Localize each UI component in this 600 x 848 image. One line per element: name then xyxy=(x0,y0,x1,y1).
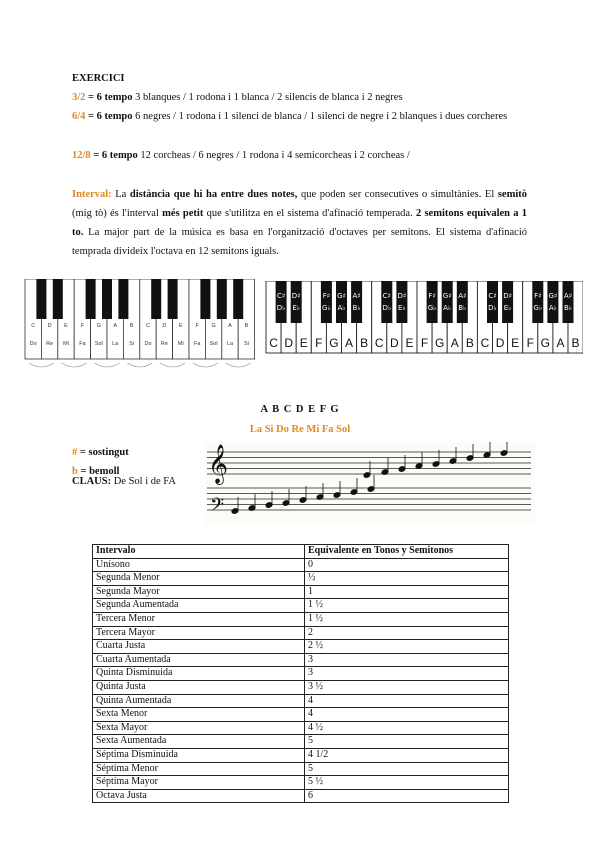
black-key xyxy=(396,281,407,323)
interval-name-cell: Segunda Mayor xyxy=(93,585,305,599)
table-row xyxy=(93,612,509,626)
black-key xyxy=(321,281,332,323)
fraction-3-2: 3/2 xyxy=(72,92,86,103)
step-bracket xyxy=(62,363,87,367)
sharp-label: C♯ xyxy=(382,292,391,300)
key-solfege-label: Re xyxy=(160,341,168,347)
black-key xyxy=(351,281,362,323)
sharp-definition: # = sostingut xyxy=(72,447,129,458)
black-key xyxy=(427,281,438,323)
table-row xyxy=(93,680,509,694)
interval-name-cell: Sexta Mayor xyxy=(93,721,305,735)
interval-value-cell: 1 ½ xyxy=(305,599,509,613)
interval-name-cell: Quinta Justa xyxy=(93,680,305,694)
black-key xyxy=(36,279,46,319)
black-key xyxy=(336,281,347,323)
key-letter-label: G xyxy=(329,336,339,350)
table-header-interval: Intervalo xyxy=(93,545,305,559)
interval-value-cell: 5 xyxy=(305,735,509,749)
interval-name-cell: Segunda Menor xyxy=(93,572,305,586)
key-letter-label: G xyxy=(540,336,551,350)
key-letter-label: C xyxy=(480,336,490,350)
black-key xyxy=(381,281,392,323)
flat-label: B♭ xyxy=(563,304,573,312)
interval-value-cell: 5 xyxy=(305,762,509,776)
sharp-label: D♯ xyxy=(503,292,512,300)
step-bracket xyxy=(193,363,218,367)
sharp-label: F♯ xyxy=(322,292,331,300)
flat-symbol: b xyxy=(72,466,78,477)
flat-label: B♭ xyxy=(458,304,467,312)
key-letter-label: C xyxy=(269,336,278,350)
flat-label: G♭ xyxy=(427,304,437,312)
interval-name-cell: Séptima Disminuida xyxy=(93,748,305,762)
key-solfege-label: Si xyxy=(129,341,135,347)
interval-name-cell: Tercera Menor xyxy=(93,612,305,626)
note-letters: A B C D E F G xyxy=(260,404,340,415)
key-letter-label: E xyxy=(178,323,183,329)
key-letter-label: G xyxy=(211,323,216,329)
table-row xyxy=(93,789,509,803)
interval-paragraph: Interval: La distància que hi ha entre dues notes, que poden ser consecutives o simultànies. El semitò (mig tò) és l'interval més petit que s'utilitza en el sistema d'afinació temperada. 2 semitons equivalen a 1 to. La major part de la música es basa en l'organització d'octaves per semitons. El sistema d'afinació temprada divideix l'octava en 12 semitons iguals. xyxy=(72,189,528,257)
table-row xyxy=(93,558,509,572)
sharp-label: F♯ xyxy=(428,292,436,300)
table-row xyxy=(93,735,509,749)
key-letter-label: C xyxy=(146,323,150,329)
key-letter-label: B xyxy=(571,336,580,350)
table-row xyxy=(93,585,509,599)
black-key xyxy=(487,281,498,323)
interval-value-cell: 2 ½ xyxy=(305,640,509,654)
key-solfege-label: Si xyxy=(243,341,249,347)
interval-value-cell: 3 xyxy=(305,653,509,667)
table-row xyxy=(93,626,509,640)
sharp-label: G♯ xyxy=(337,292,346,300)
sharp-label: A♯ xyxy=(352,292,361,300)
table-row xyxy=(93,721,509,735)
flat-label: E♭ xyxy=(503,304,512,312)
key-letter-label: C xyxy=(374,336,384,350)
black-key xyxy=(217,279,227,319)
flat-label: D♭ xyxy=(488,304,497,312)
interval-value-cell: 1 ½ xyxy=(305,612,509,626)
key-letter-label: A xyxy=(450,336,459,350)
flat-label: D♭ xyxy=(382,304,392,312)
flat-label: A♭ xyxy=(548,304,557,312)
key-solfege-label: Fa xyxy=(193,341,201,347)
interval-name-cell: Sexta Menor xyxy=(93,708,305,722)
interval-value-cell: 4 1/2 xyxy=(305,748,509,762)
interval-value-cell: 3 xyxy=(305,667,509,681)
flat-definition: b = bemoll xyxy=(72,466,120,477)
flat-label: A♭ xyxy=(443,304,452,312)
exercise-line-2: 6/4 = 6 tempo 6 negres / 1 rodona i 1 silenci de blanca / 1 silenci de negre i 2 blanques i dues corcheres xyxy=(72,111,508,122)
interval-value-cell: 2 xyxy=(305,626,509,640)
key-letter-label: D xyxy=(390,336,399,350)
interval-name-cell: Octava Justa xyxy=(93,789,305,803)
key-letter-label: B xyxy=(465,336,474,350)
interval-label: Interval: xyxy=(72,189,112,200)
step-bracket xyxy=(226,363,251,367)
exercise-line-3: 12/8 = 6 tempo 12 corcheas / 6 negres / 1 rodona i 4 semicorcheas i 2 corcheas / xyxy=(72,150,410,161)
key-letter-label: B xyxy=(129,323,134,329)
exercise-line-1: 3/2 = 6 tempo 3 blanques / 1 rodona i 1 blanca / 2 silencis de blanca i 2 negres xyxy=(72,92,403,103)
key-letter-label: G xyxy=(434,336,445,350)
key-solfege-label: Do xyxy=(29,341,37,347)
interval-value-cell: 5 ½ xyxy=(305,776,509,790)
sharp-label: D♯ xyxy=(291,292,301,300)
sharp-label: G♯ xyxy=(442,292,452,300)
interval-table xyxy=(92,544,509,803)
interval-name-cell: Sexta Aumentada xyxy=(93,735,305,749)
sharp-label: C♯ xyxy=(276,292,286,300)
key-solfege-label: Re xyxy=(46,341,54,347)
key-solfege-label: Sol xyxy=(94,341,103,347)
sharp-label: C♯ xyxy=(488,292,497,300)
flat-label: E♭ xyxy=(292,304,301,312)
fraction-6-4: 6/4 xyxy=(72,111,86,122)
interval-name-cell: Unísono xyxy=(93,558,305,572)
sharp-label: F♯ xyxy=(534,292,542,300)
flat-label: E♭ xyxy=(398,304,406,312)
black-key xyxy=(457,281,468,323)
table-row xyxy=(93,762,509,776)
key-solfege-label: Mi xyxy=(63,341,69,347)
step-bracket xyxy=(29,363,54,367)
step-bracket xyxy=(127,363,152,367)
black-key xyxy=(442,281,453,323)
black-key xyxy=(547,281,558,323)
clefs-label: CLAUS: De Sol i de FA xyxy=(72,476,176,487)
key-letter-label: C xyxy=(31,323,36,329)
step-bracket xyxy=(95,363,120,367)
table-row xyxy=(93,667,509,681)
interval-value-cell: 6 xyxy=(305,789,509,803)
interval-name-cell: Séptima Menor xyxy=(93,762,305,776)
black-key xyxy=(233,279,243,319)
key-letter-label: F xyxy=(526,336,534,350)
interval-value-cell: ½ xyxy=(305,572,509,586)
key-solfege-label: La xyxy=(226,341,234,347)
key-letter-label: F xyxy=(315,336,323,350)
black-key xyxy=(102,279,112,319)
table-row xyxy=(93,653,509,667)
key-letter-label: D xyxy=(47,323,52,329)
table-row xyxy=(93,694,509,708)
sharp-label: G♯ xyxy=(548,292,558,300)
black-key xyxy=(502,281,513,323)
key-letter-label: D xyxy=(162,323,167,329)
interval-value-cell: 4 xyxy=(305,708,509,722)
sharp-label: A♯ xyxy=(563,292,573,300)
interval-name-cell: Tercera Mayor xyxy=(93,626,305,640)
black-key xyxy=(53,279,63,319)
key-letter-label: A xyxy=(113,323,118,329)
black-key xyxy=(168,279,178,319)
interval-name-cell: Cuarta Justa xyxy=(93,640,305,654)
key-letter-label: F xyxy=(80,323,85,329)
interval-name-cell: Séptima Mayor xyxy=(93,776,305,790)
key-letter-label: E xyxy=(405,336,414,350)
key-letter-label: A xyxy=(556,336,565,350)
keyboard-solfege-image xyxy=(23,279,263,394)
black-key xyxy=(118,279,128,319)
black-key xyxy=(291,281,302,323)
interval-name-cell: Quinta Disminuida xyxy=(93,667,305,681)
table-header-row xyxy=(93,545,509,559)
key-letter-label: E xyxy=(511,336,520,350)
black-key xyxy=(151,279,161,319)
key-letter-label: D xyxy=(284,336,293,350)
treble-clef-icon: 𝄞 xyxy=(208,444,229,484)
key-solfege-label: La xyxy=(112,341,119,347)
key-solfege-label: Sol xyxy=(209,341,218,347)
interval-value-cell: 0 xyxy=(305,558,509,572)
sharp-label: A♯ xyxy=(458,292,467,300)
step-bracket xyxy=(160,363,185,367)
sharp-label: D♯ xyxy=(397,292,407,300)
table-row xyxy=(93,599,509,613)
key-letter-label: F xyxy=(420,336,429,350)
key-letter-label: B xyxy=(244,323,249,329)
table-row xyxy=(93,572,509,586)
flat-label: D♭ xyxy=(276,304,286,312)
interval-value-cell: 1 xyxy=(305,585,509,599)
keyboard-accidentals-image xyxy=(265,281,583,355)
sharp-symbol: # xyxy=(72,447,78,458)
bass-clef-icon: 𝄢 xyxy=(210,495,225,520)
flat-label: A♭ xyxy=(337,304,346,312)
key-letter-label: G xyxy=(96,323,101,329)
table-row xyxy=(93,776,509,790)
black-key xyxy=(86,279,96,319)
interval-name-cell: Cuarta Aumentada xyxy=(93,653,305,667)
key-letter-label: E xyxy=(64,323,68,329)
staff-image xyxy=(205,442,535,524)
interval-value-cell: 4 xyxy=(305,694,509,708)
table-row xyxy=(93,640,509,654)
table-row xyxy=(93,708,509,722)
table-row xyxy=(93,748,509,762)
key-letter-label: D xyxy=(495,336,505,350)
key-letter-label: A xyxy=(345,336,354,350)
exercise-title: EXERCICI xyxy=(72,73,125,84)
key-letter-label: B xyxy=(360,336,369,350)
interval-value-cell: 3 ½ xyxy=(305,680,509,694)
interval-name-cell: Segunda Aumentada xyxy=(93,599,305,613)
key-letter-label: F xyxy=(195,323,199,329)
black-key xyxy=(200,279,210,319)
key-solfege-label: Do xyxy=(144,341,152,347)
flat-label: G♭ xyxy=(533,304,543,312)
flat-label: G♭ xyxy=(322,304,331,312)
flat-label: B♭ xyxy=(352,304,361,312)
interval-name-cell: Quinta Aumentada xyxy=(93,694,305,708)
black-key xyxy=(563,281,574,323)
interval-value-cell: 4 ½ xyxy=(305,721,509,735)
key-letter-label: A xyxy=(228,323,232,329)
table-header-equivalent: Equivalente en Tonos y Semitonos xyxy=(305,545,509,559)
key-letter-label: E xyxy=(299,336,308,350)
black-key xyxy=(276,281,287,323)
black-key xyxy=(532,281,543,323)
note-solfege: La Si Do Re Mi Fa Sol xyxy=(249,424,351,435)
key-solfege-label: Fa xyxy=(79,341,86,347)
fraction-12-8: 12/8 xyxy=(72,150,91,161)
key-solfege-label: Mi xyxy=(177,341,184,347)
